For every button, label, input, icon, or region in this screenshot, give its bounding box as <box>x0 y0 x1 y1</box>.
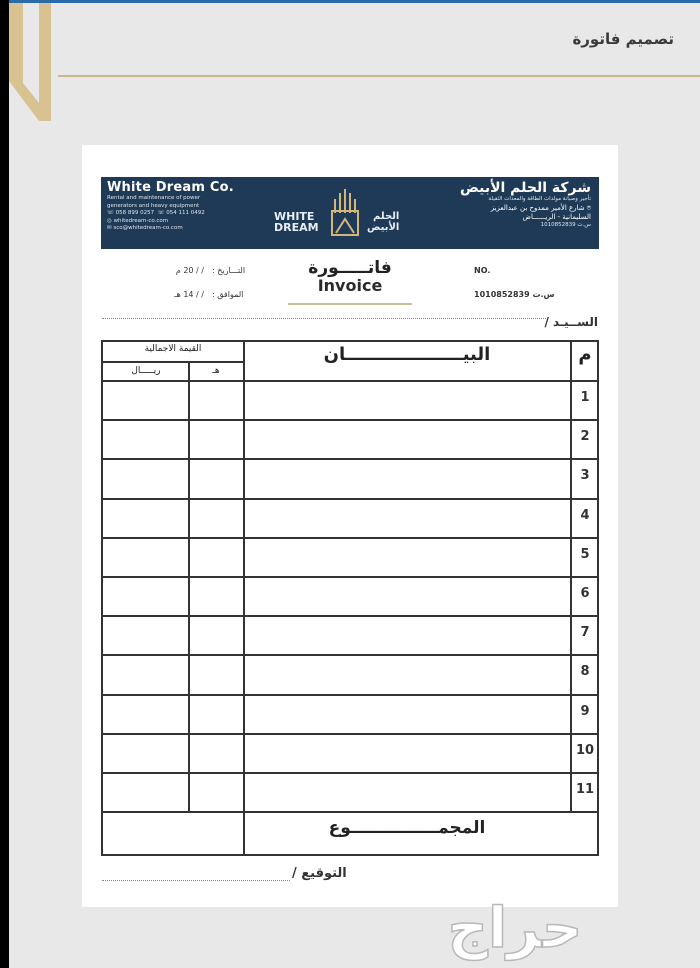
logo-en-line2: DREAM <box>274 221 319 234</box>
total-amount-cell[interactable] <box>103 811 243 854</box>
table-row-description-cell[interactable] <box>245 500 569 536</box>
date-label: التـــاريخ : <box>212 266 246 275</box>
cr-number: 1010852839 <box>474 290 530 299</box>
row-number: 8 <box>580 664 590 679</box>
location-pin-icon: ⌾ <box>586 203 591 212</box>
corner-brand-logo <box>9 3 57 121</box>
title-divider <box>58 75 700 77</box>
logo-ar-line1: الحلم <box>373 211 400 222</box>
logo-mark-icon <box>329 187 361 239</box>
banner-arabic-block <box>460 180 591 229</box>
total-label: المجمـــــــــــــــوع <box>328 818 486 838</box>
row-number: 3 <box>580 468 590 483</box>
company-name-en: White Dream Co. <box>107 180 234 195</box>
website-row <box>107 218 234 226</box>
globe-icon: ◎ <box>107 217 112 224</box>
invoice-title-ar: فاتـــــورة <box>308 258 392 278</box>
cr-small: س.ت 1010852839 <box>540 221 591 228</box>
address-line-1 <box>460 204 591 213</box>
mail-icon: ✉ <box>107 225 112 231</box>
email-row <box>107 225 234 233</box>
logo-ar-line2: الأبيض <box>367 222 400 233</box>
cr-label: س.ت <box>532 290 555 299</box>
customer-label: الســيـد / <box>544 315 598 329</box>
center-logo <box>274 185 414 243</box>
col-header-halala: هـ <box>212 366 220 376</box>
left-edge <box>0 0 9 968</box>
title-underline <box>288 303 412 305</box>
row-number: 9 <box>580 704 590 719</box>
table-row-description-cell[interactable] <box>245 696 569 732</box>
row-number: 11 <box>575 782 595 797</box>
table-row-description-cell[interactable] <box>245 460 569 496</box>
logo-text-ar <box>367 211 399 233</box>
row-number: 7 <box>580 625 590 640</box>
row-number: 2 <box>580 429 590 444</box>
row-number: 6 <box>580 586 590 601</box>
phone-icon: ☏ <box>157 210 165 216</box>
tagline-ar: تأجير وصيانة مولدات الطاقة والمعدات الثقيلة <box>488 196 591 202</box>
date-field[interactable]: / / 20 م <box>175 266 204 275</box>
logo-text-en <box>274 211 319 233</box>
cr-number-row <box>474 290 555 299</box>
header-total-subdivider <box>101 361 244 363</box>
col-header-total: القيمة الاجمالية <box>144 344 202 354</box>
row-number: 4 <box>580 508 590 523</box>
table-row-description-cell[interactable] <box>245 617 569 653</box>
hijri-label: الموافق : <box>212 290 244 299</box>
signature-label: التوقيع / <box>292 866 347 881</box>
haraj-watermark: حراج <box>447 896 583 961</box>
invoice-number-label: NO. <box>474 266 491 275</box>
row-number: 1 <box>580 390 590 405</box>
company-banner <box>101 177 599 249</box>
divider-halala-riyal <box>188 362 190 812</box>
address-line-1-text: شارع الأمير ممدوح بن عبدالعزيز <box>490 203 585 212</box>
table-row-description-cell[interactable] <box>245 382 569 418</box>
table-row-description-cell[interactable] <box>245 656 569 692</box>
phone-icon: ☏ <box>107 210 114 216</box>
banner-english-block <box>107 180 234 233</box>
customer-name-field[interactable] <box>102 318 546 319</box>
table-row-description-cell[interactable] <box>245 735 569 771</box>
logo-en-line1: WHITE <box>274 210 315 223</box>
invoice-title <box>288 258 412 295</box>
tagline-en: Rental and maintenance of power generators and heavy equipment <box>107 195 201 209</box>
company-name-ar: شركة الحلم الأبيض <box>460 180 591 196</box>
table-row-description-cell[interactable] <box>245 539 569 575</box>
table-row-description-cell[interactable] <box>245 421 569 457</box>
col-header-riyal: ريـــــال <box>131 366 161 376</box>
invoice-title-en: Invoice <box>317 276 383 295</box>
row-number: 5 <box>580 547 590 562</box>
signature-field[interactable] <box>102 880 290 881</box>
website: whitedream-co.com <box>113 217 169 224</box>
address-line-2: السليمانية - الريــــــاض <box>522 212 591 221</box>
hijri-date-field[interactable]: / / 14 هـ <box>174 290 204 299</box>
phone-1: 058 899 0257 <box>115 210 155 216</box>
table-row-description-cell[interactable] <box>245 578 569 614</box>
email: sco@whitedream-co.com <box>113 225 183 231</box>
phone-2: 054 111 0492 <box>166 210 205 216</box>
col-header-description: البيـــــــــــــــــــان <box>323 344 491 365</box>
row-number: 10 <box>575 743 595 758</box>
phones <box>107 210 234 218</box>
table-row-description-cell[interactable] <box>245 774 569 810</box>
col-header-number: م <box>578 344 592 365</box>
page-title: تصميم فاتورة <box>572 30 674 48</box>
